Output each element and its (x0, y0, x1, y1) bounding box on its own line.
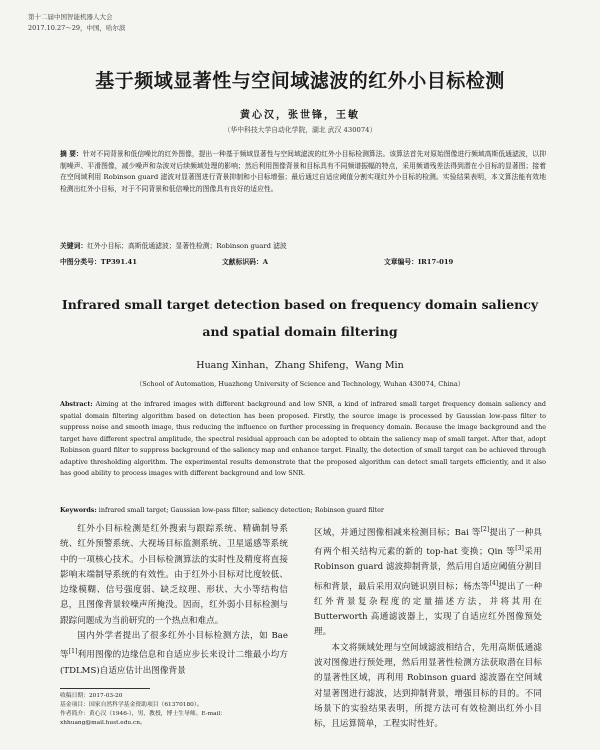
conference-name: 第十二届中国智能机器人大会 (28, 13, 113, 21)
intro-paragraph-3 (314, 522, 542, 641)
chinese-title: 基于频域显著性与空间域滤波的红外小目标检测 (95, 70, 505, 92)
intro-p2-text-b: 利用图像的边缘信息和自适应步长来设计二维最小均方(TDLMS)自适应估计出图像背景 (60, 650, 288, 676)
intro-p3-text-b: 提出了一种具有两个相关结构元素的新的 top-hat 变换；Qin 等 (314, 527, 542, 558)
intro-p3-text-a: 区域，并通过图像相减来检测目标；Bai 等 (314, 527, 481, 538)
footnote-author: 作者简介：黄心汉（1946-），男，教授，博士生导师。E-mail： (60, 711, 227, 717)
intro-p2-text-a: 国内外学者提出了很多红外小目标检测方法，如 Bae 等 (60, 631, 288, 661)
body-column-left (60, 522, 288, 679)
conference-date-place: 2017.10.27～29，中国，哈尔滨 (28, 24, 126, 32)
chinese-keywords-text: 红外小目标；高斯低通滤波；显著性检测；Robinson guard 滤波 (87, 242, 287, 250)
chinese-keywords-label: 关键词： (60, 242, 88, 250)
citation-ref: [2] (480, 526, 490, 533)
english-title-line-2: and spatial domain filtering (202, 324, 398, 339)
english-keywords-text: infrared small target; Gaussian low-pass filter; saliency detection; Robinson guard filter (98, 506, 384, 514)
english-affiliation: （School of Automation, Huazhong University of Science and Technology, Wuhan 430074, China） (135, 380, 465, 388)
chinese-keywords (60, 240, 546, 250)
english-abstract (60, 399, 546, 480)
english-keywords-label: Keywords: (60, 506, 97, 514)
footnote-email: xhhuang@mail.hust.edu.cn。 (60, 720, 146, 726)
english-title (0, 291, 600, 345)
body-column-right (314, 522, 542, 732)
chinese-abstract-label: 摘 要： (60, 150, 83, 158)
intro-p3-text-c: 采用 Robinson guard 滤波抑制背景，然后用自适应阈值分割目标和背景，最后采用双向链识别目标；杨杰等 (314, 547, 542, 592)
clc-label: 中图分类号： (60, 258, 101, 266)
footnote-funding: 基金项目：国家自然科学基金资助项目（61370180）。 (60, 702, 203, 708)
clc-value: TP391.41 (100, 258, 137, 266)
clc-number (60, 256, 222, 266)
chinese-affiliation: （华中科技大学自动化学院，湖北 武汉 430074） (223, 126, 377, 134)
article-number-label: 文章编号： (384, 258, 418, 266)
chinese-abstract-text: 针对不同背景和低信噪比的红外图像，提出一种基于频域显著性与空间域滤波的红外小目标检测算法。该算法首先对原始图像进行频域高斯低通滤波，以抑制噪声、平滑图像，减少噪声和杂波对后续频域处理的影响；然后利用图像背景和目标具有不同频谱振幅的特点，采用频谱残差法得到潜在小目标的显著图；接着在空间域利用 Robinson guard 滤波对显著图进行背景抑制和小目标增强；最后通过自适应阈值分割实现红外小目标的检测。实验结果表明，本文算法能有效地检测出红外小目标，对于不同背景和低信噪比的图像具有良好的适应性。 (60, 150, 547, 193)
footnote-received: 收稿日期：2017-03-20 (60, 693, 123, 699)
intro-paragraph-4: 本文将频域处理与空间域滤波相结合，先用高斯低通滤波对图像进行预处理，然后用显著性检测方法获取潜在目标的显著性区域，再利用 Robinson guard 滤波器在空间域对显著图进行滤波，达到抑制背景，增强目标的目的。不同场景下的实验结果表明，所提方法可有效检测出红外小目标，且运算简单，工程实时性好。 (314, 642, 542, 730)
document-code (222, 256, 384, 266)
chinese-abstract (60, 149, 546, 195)
english-abstract-text: Aiming at the infrared images with different background and low SNR, a kind of infrared small target frequency domain saliency and spatial domain filtering algorithm based on detection has been proposed. Firstly, the source image is processed by Gaussian low-pass filter to suppress noise and smooth image, thus reducing the influence on further processing in frequency domain. Because the image background and the target have different spectral amplitude, the spectral residual approach can be adopted to obtain the saliency map of small target. After that, adopt Robinson guard filter to suppress background of the saliency map and enhance target. Finally, the detection of small target can be achieved through adaptive thresholding algorithm. The experimental results demonstrate that the proposed algorithm can detect small targets efficiently, and it also has good ability to process images with different background and low SNR. (60, 400, 546, 477)
citation-ref: [4] (489, 579, 499, 587)
citation-ref: [3] (515, 545, 524, 553)
english-authors: Huang Xinhan，Zhang Shifeng，Wang Min (196, 360, 404, 371)
english-keywords (60, 506, 546, 514)
intro-paragraph-2 (60, 629, 288, 679)
english-title-line-1: Infrared small target detection based on frequency domain saliency (61, 297, 539, 312)
footnote-divider (60, 688, 150, 689)
english-abstract-label: Abstract: (60, 400, 93, 408)
citation-ref: [1] (68, 648, 78, 656)
classification-line (60, 256, 546, 266)
intro-p3-text-d: 提出了一种红外背景复杂程度的定量描述方法，并将其用在 Butterworth 高通滤波器上，实现了自适应红外图像预处理。 (314, 581, 542, 638)
chinese-authors: 黄心汉，张世锋，王敏 (240, 110, 360, 121)
document-code-label: 文献标识码： (222, 258, 263, 266)
document-code-value: A (262, 258, 269, 266)
intro-paragraph-1: 红外小目标检测是红外搜索与跟踪系统、精确制导系统、红外预警系统、大视场目标监测系统、卫星遥感等系统中的一项核心技术。小目标检测算法的实时性及精度将直接影响末端制导系统的有效性。由于红外小目标对比度较低、边缘模糊、信号强度弱、缺乏纹理、形状、大小等结构信息，且图像背景较噪声所掩没。因而，红外弱小目标检测与跟踪问题成为当前研究的一个热点和难点。 (60, 524, 288, 626)
article-number-value: IR17-019 (417, 258, 454, 266)
conference-header (28, 12, 126, 34)
article-number (384, 256, 453, 266)
footnote (60, 692, 226, 728)
